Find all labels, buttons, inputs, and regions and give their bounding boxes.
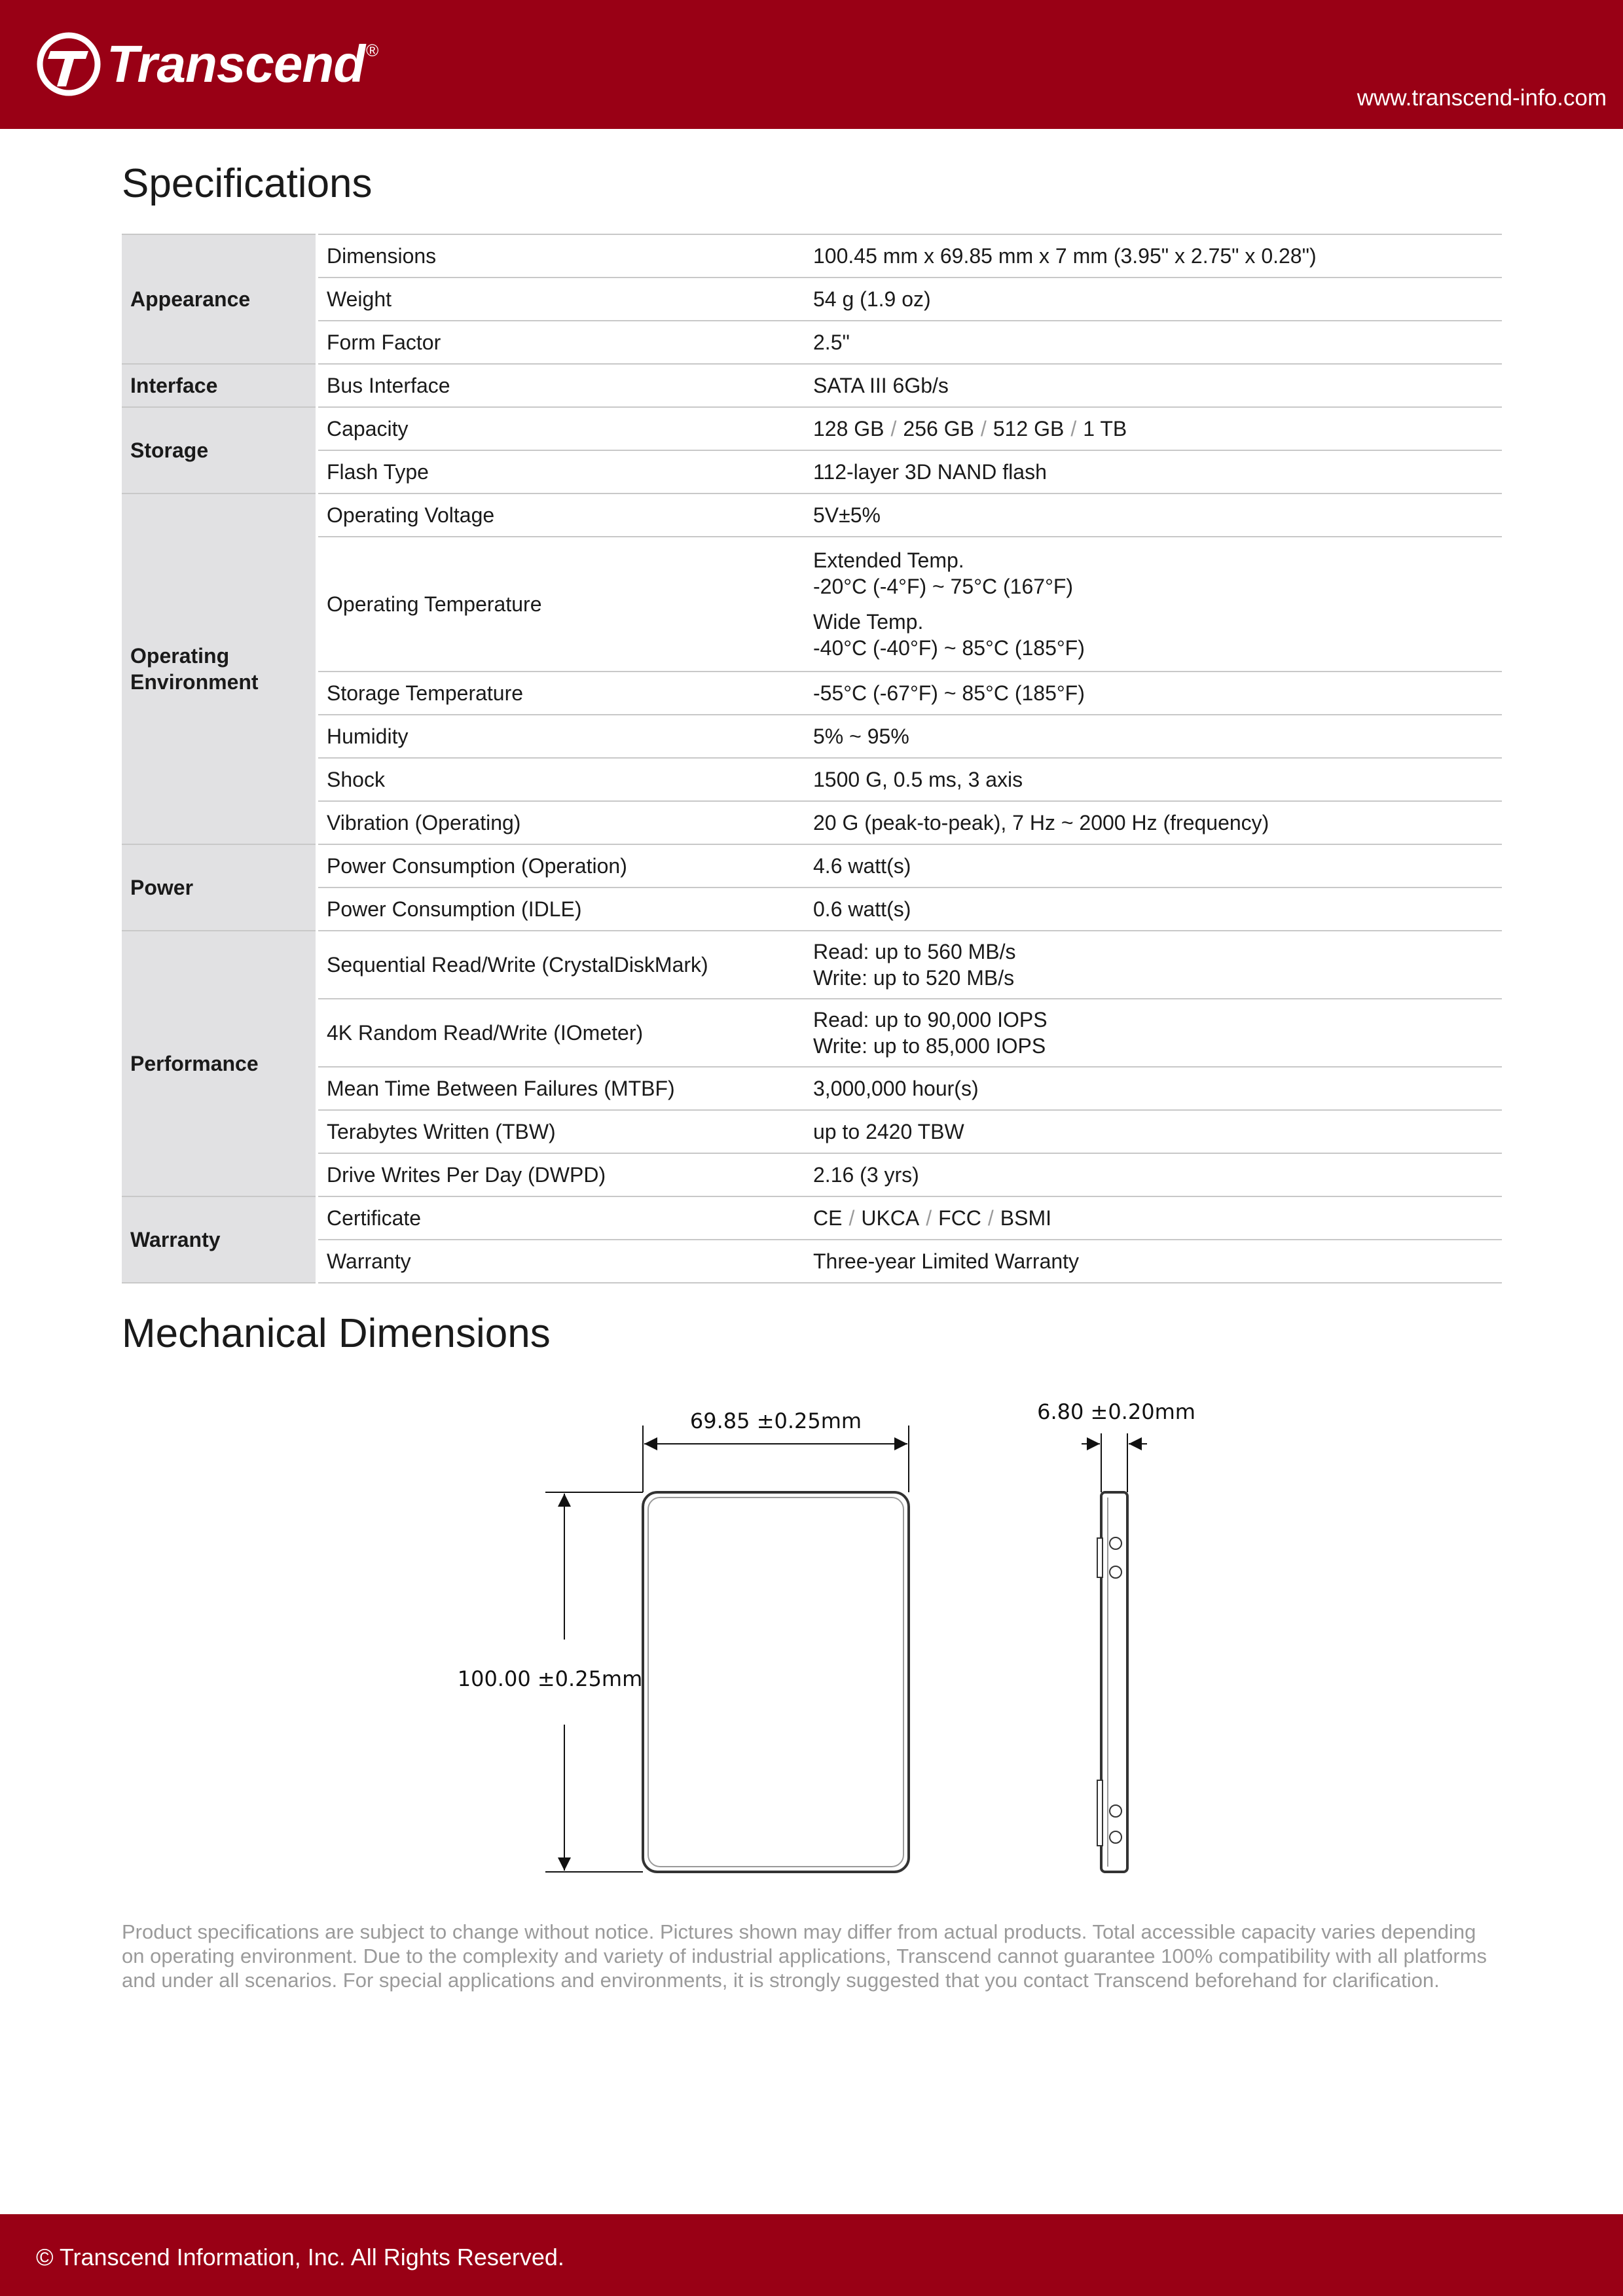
option-separator: /	[848, 1206, 855, 1230]
spec-row	[122, 234, 1502, 278]
spec-category	[122, 493, 317, 844]
spec-row	[122, 1110, 1502, 1153]
spec-option: 1 TB	[1083, 417, 1127, 440]
spec-value-line: Three-year Limited Warranty	[813, 1249, 1080, 1273]
spec-item-label: Drive Writes Per Day (DWPD)	[317, 1153, 805, 1196]
spec-item-value	[805, 931, 1502, 999]
height-dimension	[458, 1492, 643, 1872]
spec-item-value	[805, 407, 1502, 450]
spec-item-label: Warranty	[317, 1240, 805, 1283]
spec-value-line: -55°C (-67°F) ~ 85°C (185°F)	[813, 681, 1085, 705]
spec-item-label: Capacity	[317, 407, 805, 450]
spec-value-line: 54 g (1.9 oz)	[813, 287, 931, 311]
transcend-logo-icon	[36, 31, 101, 97]
spec-category-line: Environment	[130, 670, 259, 694]
spec-value-line: up to 2420 TBW	[813, 1120, 964, 1143]
spec-category: Storage	[122, 407, 317, 493]
spec-item-value	[805, 450, 1502, 493]
spec-row	[122, 278, 1502, 321]
spec-item-value	[805, 1110, 1502, 1153]
spec-item-value	[805, 364, 1502, 407]
mechanical-dimensions-title: Mechanical Dimensions	[122, 1311, 551, 1356]
spec-item-label: Operating Temperature	[317, 537, 805, 672]
spec-value-line: SATA III 6Gb/s	[813, 374, 949, 397]
thickness-dimension	[1037, 1399, 1195, 1492]
spec-item-label: 4K Random Read/Write (IOmeter)	[317, 999, 805, 1067]
registered-mark: ®	[366, 41, 379, 60]
spec-item-label: Mean Time Between Failures (MTBF)	[317, 1067, 805, 1110]
spec-row	[122, 888, 1502, 931]
website-url[interactable]: www.transcend-info.com	[1357, 85, 1607, 111]
spec-row	[122, 493, 1502, 537]
spec-option: CE	[813, 1206, 843, 1230]
spec-option: BSMI	[1000, 1206, 1052, 1230]
spec-item-value	[805, 672, 1502, 715]
spec-row	[122, 801, 1502, 844]
spec-row	[122, 715, 1502, 758]
spec-value-line: Extended Temp.	[813, 548, 964, 572]
spec-option: 128 GB	[813, 417, 884, 440]
spec-item-label: Operating Voltage	[317, 493, 805, 537]
spec-category: Power	[122, 844, 317, 931]
spec-item-value	[805, 801, 1502, 844]
spec-item-label: Terabytes Written (TBW)	[317, 1110, 805, 1153]
spec-item-label: Humidity	[317, 715, 805, 758]
spec-category: Appearance	[122, 234, 317, 364]
spec-value-line: Write: up to 85,000 IOPS	[813, 1034, 1046, 1058]
option-separator: /	[987, 1206, 994, 1230]
front-view	[643, 1492, 909, 1872]
side-view	[1097, 1492, 1127, 1872]
spec-item-label: Dimensions	[317, 234, 805, 278]
spec-row	[122, 364, 1502, 407]
option-separator: /	[1070, 417, 1077, 440]
spec-item-label: Bus Interface	[317, 364, 805, 407]
spec-row	[122, 1240, 1502, 1283]
width-dimension	[643, 1408, 909, 1492]
spec-row	[122, 672, 1502, 715]
spec-item-label: Vibration (Operating)	[317, 801, 805, 844]
spec-item-value	[805, 888, 1502, 931]
option-separator: /	[980, 417, 987, 440]
spec-value-line: 4.6 watt(s)	[813, 854, 911, 878]
spec-category: Performance	[122, 931, 317, 1196]
specifications-title: Specifications	[122, 161, 373, 206]
spec-row	[122, 844, 1502, 888]
spec-item-label: Weight	[317, 278, 805, 321]
brand-name: Transcend	[107, 35, 365, 93]
spec-item-value	[805, 715, 1502, 758]
spec-item-label: Storage Temperature	[317, 672, 805, 715]
spec-item-label: Form Factor	[317, 321, 805, 364]
disclaimer-text: Product specifications are subject to change without notice. Pictures shown may differ from actual products. Total accessible capacity varies depending on operating environment. Due to the complexity and variety of industrial applications, Transcend cannot guarantee 100% compatibility with all platforms and under all scenarios. For special applications and environments, it is strongly suggested that you contact Transcend beforehand for clarification.	[122, 1920, 1487, 1992]
spec-value-line: 5% ~ 95%	[813, 725, 909, 748]
spec-item-value	[805, 758, 1502, 801]
spec-option: UKCA	[861, 1206, 920, 1230]
specifications-table	[122, 234, 1502, 1283]
spec-row	[122, 931, 1502, 999]
spec-item-label: Power Consumption (Operation)	[317, 844, 805, 888]
spec-row	[122, 999, 1502, 1067]
spec-option: 256 GB	[903, 417, 974, 440]
spec-row	[122, 1067, 1502, 1110]
spec-row	[122, 450, 1502, 493]
spec-row	[122, 1196, 1502, 1240]
spec-option: 512 GB	[993, 417, 1065, 440]
spec-item-value	[805, 321, 1502, 364]
spec-value-line: Read: up to 90,000 IOPS	[813, 1008, 1048, 1031]
mechanical-drawing	[0, 1388, 1623, 1898]
spec-value-line: 20 G (peak-to-peak), 7 Hz ~ 2000 Hz (frequency)	[813, 811, 1269, 834]
spec-item-value	[805, 234, 1502, 278]
spec-item-value	[805, 278, 1502, 321]
option-separator: /	[890, 417, 897, 440]
transcend-logo	[36, 31, 378, 97]
spec-row	[122, 321, 1502, 364]
spec-item-value	[805, 1067, 1502, 1110]
spec-option: FCC	[938, 1206, 981, 1230]
spec-item-label: Sequential Read/Write (CrystalDiskMark)	[317, 931, 805, 999]
spec-item-value	[805, 999, 1502, 1067]
spec-value-line: 2.5"	[813, 331, 850, 354]
spec-item-label: Power Consumption (IDLE)	[317, 888, 805, 931]
spec-value-line: 1500 G, 0.5 ms, 3 axis	[813, 768, 1023, 791]
spec-value-line: -20°C (-4°F) ~ 75°C (167°F)	[813, 575, 1074, 598]
spec-item-value	[805, 1153, 1502, 1196]
spec-item-label: Shock	[317, 758, 805, 801]
width-label: 69.85 ±0.25mm	[689, 1408, 862, 1433]
spec-value-line: 112-layer 3D NAND flash	[813, 460, 1047, 484]
spec-item-label: Flash Type	[317, 450, 805, 493]
spec-row	[122, 537, 1502, 672]
spec-value-line: Read: up to 560 MB/s	[813, 940, 1016, 963]
thickness-label: 6.80 ±0.20mm	[1037, 1399, 1195, 1424]
spec-item-value	[805, 537, 1502, 672]
spec-value-line: 2.16 (3 yrs)	[813, 1163, 919, 1187]
spec-value-line: Write: up to 520 MB/s	[813, 966, 1015, 990]
spec-category-line: Operating	[130, 644, 230, 668]
spec-row	[122, 758, 1502, 801]
spec-row	[122, 1153, 1502, 1196]
spec-value-line: Wide Temp.	[813, 610, 924, 634]
spec-value-line: -40°C (-40°F) ~ 85°C (185°F)	[813, 636, 1085, 660]
block-gap	[813, 600, 1493, 609]
spec-value-line: 3,000,000 hour(s)	[813, 1077, 979, 1100]
spec-value-line: 5V±5%	[813, 503, 881, 527]
spec-item-value	[805, 844, 1502, 888]
spec-item-value	[805, 1196, 1502, 1240]
copyright-text: © Transcend Information, Inc. All Rights Reserved.	[36, 2244, 564, 2270]
height-label: 100.00 ±0.25mm	[457, 1666, 643, 1691]
spec-category: Interface	[122, 364, 317, 407]
spec-row	[122, 407, 1502, 450]
page-header	[0, 0, 1623, 129]
spec-value-line: 100.45 mm x 69.85 mm x 7 mm (3.95" x 2.75" x 0.28")	[813, 244, 1317, 268]
spec-item-value	[805, 1240, 1502, 1283]
spec-item-value	[805, 493, 1502, 537]
option-separator: /	[926, 1206, 932, 1230]
spec-item-label: Certificate	[317, 1196, 805, 1240]
spec-category: Warranty	[122, 1196, 317, 1283]
spec-value-line: 0.6 watt(s)	[813, 897, 911, 921]
